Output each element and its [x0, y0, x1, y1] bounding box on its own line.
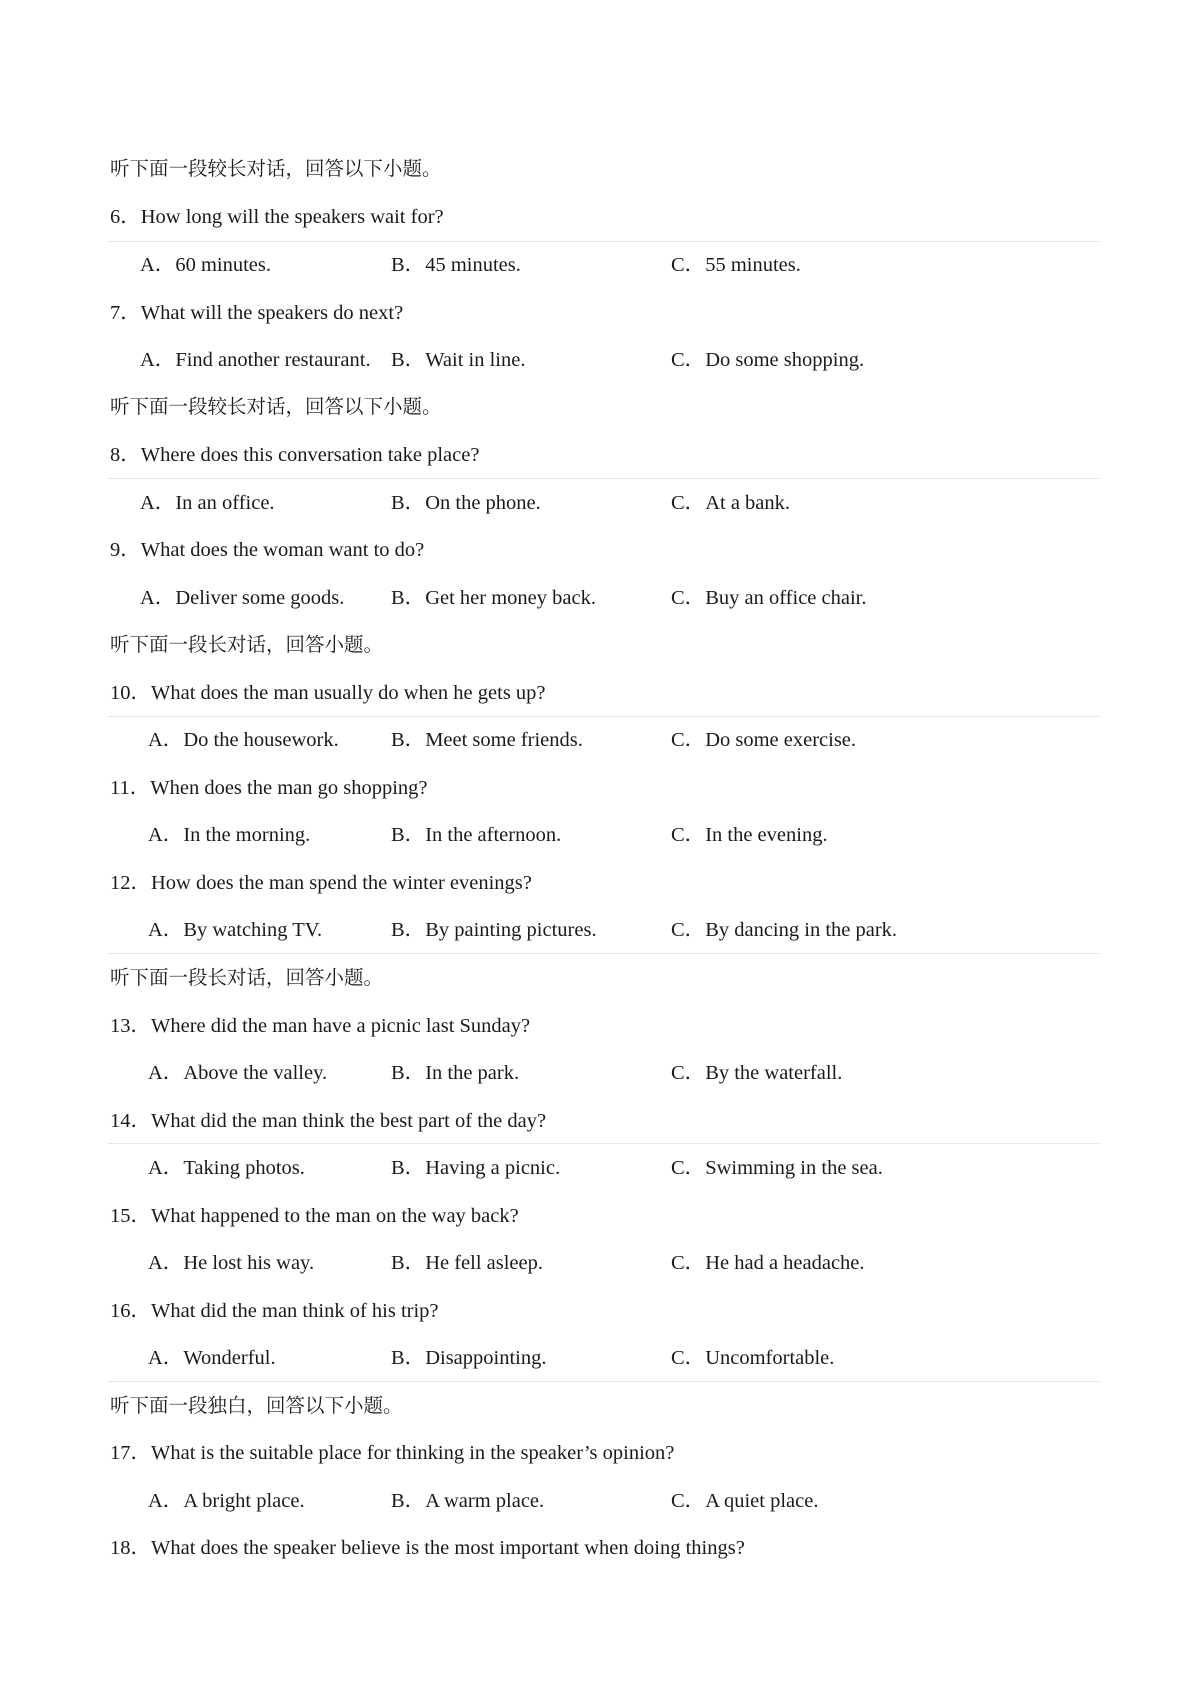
option-letter: C．: [671, 1490, 706, 1512]
question-number: 14．: [110, 1110, 151, 1132]
option-letter: C．: [671, 824, 706, 846]
option-text: Buy an office chair.: [705, 587, 867, 609]
option-text: Wonderful.: [183, 1347, 276, 1369]
option-a: [148, 1250, 314, 1276]
option-text: Taking photos.: [183, 1157, 305, 1179]
option-letter: B．: [391, 587, 426, 609]
question-stem: [110, 680, 546, 706]
question-stem: [110, 1203, 519, 1229]
question-number: 13．: [110, 1015, 151, 1037]
option-text: In the afternoon.: [425, 824, 562, 846]
option-letter: B．: [391, 254, 426, 276]
option-text: By painting pictures.: [425, 919, 597, 941]
question-stem: [110, 204, 444, 230]
option-c: [671, 347, 864, 373]
option-a: [148, 727, 339, 753]
option-b: [391, 1345, 546, 1371]
option-c: [671, 490, 790, 516]
option-letter: A．: [148, 1157, 184, 1179]
option-b: [391, 917, 597, 943]
option-c: [671, 585, 866, 611]
option-text: On the phone.: [425, 492, 541, 514]
dotted-separator: [108, 241, 1100, 242]
option-letter: B．: [391, 824, 426, 846]
question-text: What does the man usually do when he gets up?: [151, 682, 546, 704]
option-text: He lost his way.: [183, 1252, 315, 1274]
option-letter: B．: [391, 1347, 426, 1369]
option-a: [140, 490, 275, 516]
question-stem: [110, 1013, 530, 1039]
option-text: Get her money back.: [425, 587, 596, 609]
section-heading: 听下面一段长对话，回答小题。: [110, 966, 384, 989]
question-number: 16．: [110, 1300, 151, 1322]
option-b: [391, 347, 525, 373]
option-letter: B．: [391, 1062, 426, 1084]
question-number: 9．: [110, 539, 141, 561]
option-text: Do some shopping.: [705, 349, 865, 371]
option-letter: A．: [148, 1062, 184, 1084]
option-letter: B．: [391, 729, 426, 751]
question-stem: [110, 300, 403, 326]
option-text: In an office.: [175, 492, 275, 514]
option-letter: C．: [671, 919, 706, 941]
question-number: 12．: [110, 872, 151, 894]
question-number: 10．: [110, 682, 151, 704]
option-b: [391, 727, 583, 753]
section-heading: 听下面一段较长对话，回答以下小题。: [110, 157, 442, 180]
option-text: 60 minutes.: [175, 254, 271, 276]
dotted-separator: [108, 478, 1100, 479]
option-text: In the park.: [425, 1062, 520, 1084]
option-b: [391, 1155, 560, 1181]
question-text: What will the speakers do next?: [140, 302, 404, 324]
option-a: [148, 1060, 327, 1086]
question-number: 18．: [110, 1537, 151, 1559]
option-letter: B．: [391, 1252, 426, 1274]
question-stem: [110, 442, 479, 468]
option-c: [671, 1488, 818, 1514]
option-letter: B．: [391, 1490, 426, 1512]
question-number: 11．: [110, 777, 151, 799]
question-number: 17．: [110, 1442, 151, 1464]
option-text: A bright place.: [183, 1490, 305, 1512]
option-letter: A．: [148, 1252, 184, 1274]
option-a: [140, 585, 344, 611]
option-letter: B．: [391, 1157, 426, 1179]
question-text: How does the man spend the winter evenings?: [151, 872, 532, 894]
dotted-separator: [108, 1381, 1100, 1382]
option-letter: A．: [140, 587, 176, 609]
option-text: A quiet place.: [705, 1490, 819, 1512]
option-letter: A．: [148, 824, 184, 846]
option-letter: C．: [671, 729, 706, 751]
question-stem: [110, 537, 424, 563]
option-letter: A．: [148, 919, 184, 941]
option-text: Deliver some goods.: [175, 587, 345, 609]
option-a: [148, 1155, 305, 1181]
question-stem: [110, 870, 532, 896]
option-text: Having a picnic.: [425, 1157, 561, 1179]
option-text: 55 minutes.: [705, 254, 801, 276]
section-heading: 听下面一段长对话，回答小题。: [110, 633, 384, 656]
question-text: How long will the speakers wait for?: [140, 206, 444, 228]
option-text: In the morning.: [183, 824, 311, 846]
section-heading: 听下面一段独白，回答以下小题。: [110, 1394, 403, 1417]
question-text: What is the suitable place for thinking in the speaker’s opinion?: [151, 1442, 675, 1464]
option-letter: B．: [391, 492, 426, 514]
question-number: 6．: [110, 206, 141, 228]
question-stem: [110, 1298, 439, 1324]
option-c: [671, 1060, 842, 1086]
option-letter: A．: [148, 1347, 184, 1369]
question-number: 15．: [110, 1205, 151, 1227]
option-letter: B．: [391, 919, 426, 941]
option-a: [140, 347, 371, 373]
question-text: What happened to the man on the way back?: [151, 1205, 519, 1227]
option-c: [671, 252, 801, 278]
option-letter: C．: [671, 1062, 706, 1084]
dotted-separator: [108, 1143, 1100, 1144]
option-c: [671, 1155, 883, 1181]
option-text: Meet some friends.: [425, 729, 583, 751]
option-c: [671, 1250, 865, 1276]
question-stem: [110, 775, 428, 801]
question-stem: [110, 1108, 546, 1134]
question-text: Where does this conversation take place?: [140, 444, 480, 466]
question-text: When does the man go shopping?: [150, 777, 428, 799]
option-a: [148, 1345, 276, 1371]
option-a: [148, 917, 322, 943]
option-text: Disappointing.: [425, 1347, 547, 1369]
option-text: By the waterfall.: [705, 1062, 843, 1084]
question-stem: [110, 1440, 674, 1466]
option-c: [671, 727, 856, 753]
option-b: [391, 490, 541, 516]
option-text: Uncomfortable.: [705, 1347, 835, 1369]
option-letter: C．: [671, 1252, 706, 1274]
option-letter: A．: [148, 729, 184, 751]
option-c: [671, 917, 897, 943]
option-a: [148, 1488, 305, 1514]
option-text: Wait in line.: [425, 349, 526, 371]
question-text: What does the woman want to do?: [140, 539, 425, 561]
option-a: [148, 822, 310, 848]
option-text: Do some exercise.: [705, 729, 857, 751]
option-text: By watching TV.: [183, 919, 323, 941]
option-letter: C．: [671, 587, 706, 609]
option-text: By dancing in the park.: [705, 919, 898, 941]
option-text: Swimming in the sea.: [705, 1157, 883, 1179]
option-b: [391, 1060, 519, 1086]
option-text: 45 minutes.: [425, 254, 521, 276]
question-text: What did the man think the best part of the day?: [151, 1110, 547, 1132]
option-text: Do the housework.: [183, 729, 339, 751]
option-letter: A．: [140, 349, 176, 371]
option-letter: C．: [671, 1157, 706, 1179]
option-letter: C．: [671, 254, 706, 276]
option-b: [391, 585, 596, 611]
option-c: [671, 1345, 834, 1371]
option-text: At a bank.: [705, 492, 791, 514]
option-b: [391, 822, 561, 848]
option-a: [140, 252, 271, 278]
option-letter: C．: [671, 492, 706, 514]
option-text: He fell asleep.: [425, 1252, 544, 1274]
option-letter: C．: [671, 1347, 706, 1369]
option-letter: A．: [148, 1490, 184, 1512]
question-number: 8．: [110, 444, 141, 466]
question-text: Where did the man have a picnic last Sunday?: [151, 1015, 531, 1037]
question-stem: [110, 1535, 745, 1561]
dotted-separator: [108, 953, 1100, 954]
option-letter: B．: [391, 349, 426, 371]
question-text: What does the speaker believe is the most important when doing things?: [151, 1537, 745, 1559]
option-text: In the evening.: [705, 824, 828, 846]
option-letter: A．: [140, 492, 176, 514]
section-heading: 听下面一段较长对话，回答以下小题。: [110, 395, 442, 418]
option-b: [391, 1250, 543, 1276]
option-text: Above the valley.: [183, 1062, 328, 1084]
question-text: What did the man think of his trip?: [151, 1300, 439, 1322]
option-b: [391, 1488, 544, 1514]
option-letter: C．: [671, 349, 706, 371]
option-text: Find another restaurant.: [175, 349, 371, 371]
option-text: A warm place.: [425, 1490, 545, 1512]
question-number: 7．: [110, 302, 141, 324]
option-letter: A．: [140, 254, 176, 276]
option-c: [671, 822, 828, 848]
option-b: [391, 252, 521, 278]
dotted-separator: [108, 716, 1100, 717]
option-text: He had a headache.: [705, 1252, 865, 1274]
